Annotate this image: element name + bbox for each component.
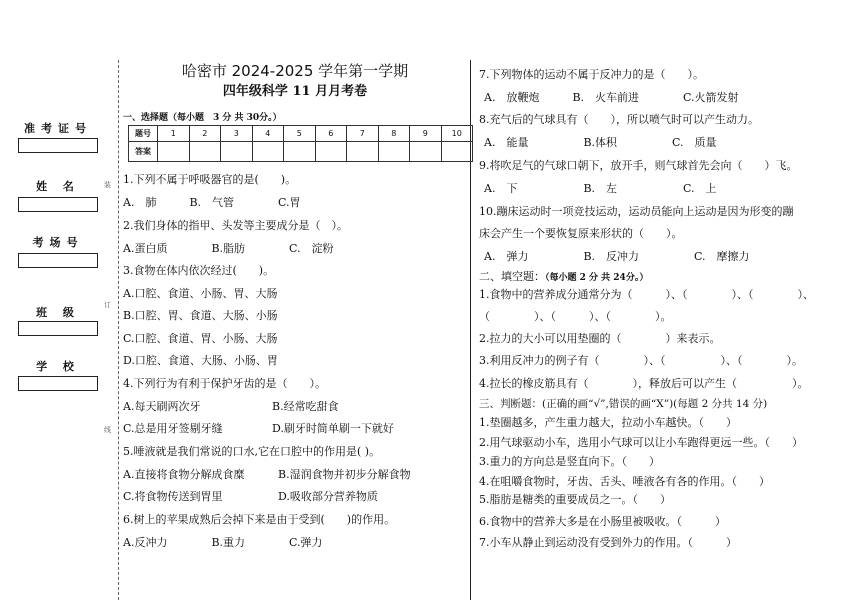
section2-heading [479, 268, 648, 284]
answer-table-number: 1 [158, 126, 190, 142]
exam-number-field[interactable] [18, 138, 98, 153]
school-label: 学 校 [36, 360, 80, 373]
question-6-options: A.反冲力 B.重力 C.弹力 [123, 536, 323, 549]
answer-cell[interactable] [284, 142, 316, 162]
section1-heading: 一、选择题（每小题 3 分 共 30分。） [123, 113, 282, 123]
question-4-option-a: A.每天刷两次牙 [123, 400, 201, 413]
question-3-stem: 3.食物在体内依次经过( )。 [123, 264, 275, 277]
question-1-stem: 1.下列不属于呼吸器官的是( )。 [123, 173, 297, 186]
judge-question-3: 3.重力的方向总是竖直向下。（ ） [479, 455, 660, 468]
answer-cell[interactable] [378, 142, 410, 162]
question-5-option-c: C.将食物传送到胃里 [123, 490, 223, 503]
judge-question-1: 1.垫圈越多，产生重力越大，拉动小车越快。（ ） [479, 416, 737, 429]
answer-cell[interactable] [347, 142, 379, 162]
class-label: 班 级 [36, 306, 80, 319]
name-field[interactable] [18, 197, 98, 212]
question-3-option-c: C.口腔、食道、胃、小肠、大肠 [123, 332, 278, 345]
answer-table-number: 10 [441, 126, 473, 142]
question-6-stem: 6.树上的苹果成熟后会掉下来是由于受到( )的作用。 [123, 513, 396, 526]
answer-table-number: 5 [284, 126, 316, 142]
answer-cell[interactable] [410, 142, 442, 162]
fold-mark-2: 订 [104, 301, 111, 309]
section2-heading-text: 二、填空题： [479, 270, 545, 283]
question-4-stem: 4.下列行为有利于保护牙齿的是（ ）。 [123, 377, 326, 390]
fill-question-1: 1.食物中的营养成分通常分为（ ）、（ ）、（ ）、 [479, 288, 814, 301]
answer-table-number: 6 [315, 126, 347, 142]
answer-table-number: 8 [378, 126, 410, 142]
answer-table-number: 4 [252, 126, 284, 142]
fold-mark-1: 装 [104, 181, 111, 189]
judge-question-4: 4.在咀嚼食物时，牙齿、舌头、唾液各有各的作用。（ ） [479, 475, 770, 488]
answer-cell[interactable] [221, 142, 253, 162]
question-4-option-c: C.总是用牙签剔牙缝 [123, 422, 223, 435]
question-5-stem: 5.唾液就是我们常说的口水,它在口腔中的作用是( )。 [123, 445, 381, 458]
question-7-stem: 7.下列物体的运动不属于反冲力的是（ ）。 [479, 68, 704, 81]
question-3-option-d: D.口腔、食道、大肠、小肠、胃 [123, 354, 278, 367]
answer-table-number: 3 [221, 126, 253, 142]
question-9-stem: 9.将吹足气的气球口朝下，放开手，则气球首先会向（ ）飞。 [479, 159, 798, 172]
question-2-options: A.蛋白质 B.脂肪 C. 淀粉 [123, 242, 334, 255]
judge-question-2: 2.用气球驱动小车，选用小气球可以让小车跑得更远一些。（ ） [479, 436, 803, 449]
judge-question-7: 7.小车从静止到运动没有受到外力的作用。（ ） [479, 536, 737, 549]
fill-question-2: 2.拉力的大小可以用垫圈的（ ）来表示。 [479, 332, 721, 345]
fill-question-4: 4.拉长的橡皮筋具有（ ），释放后可以产生（ ）。 [479, 377, 809, 390]
question-5-option-b: B.湿润食物并初步分解食物 [278, 468, 411, 481]
section3-heading: 三、判断题：(正确的画“√”,错误的画“X”)(每题 2 分共 14 分) [479, 398, 768, 410]
fold-line [118, 60, 119, 600]
answer-cell[interactable] [189, 142, 221, 162]
page-title: 哈密市 2024-2025 学年第一学期 [181, 62, 409, 80]
answer-table-header-label: 题号 [129, 126, 158, 142]
question-10-stem-cont: 床会产生一个要恢复原来形状的（ ）。 [479, 227, 683, 240]
name-label: 姓 名 [36, 180, 80, 193]
answer-table-number: 2 [189, 126, 221, 142]
question-4-option-d: D.刷牙时简单刷一下就好 [272, 422, 394, 435]
answer-table-answer-label: 答案 [129, 142, 158, 162]
judge-question-6: 6.食物中的营养大多是在小肠里被吸收。（ ） [479, 515, 726, 528]
fill-question-1-cont: （ ）、（ ）、（ ）。 [479, 310, 672, 323]
question-3-option-a: A.口腔、食道、小肠、胃、大肠 [123, 287, 278, 300]
exam-room-label: 考场号 [32, 236, 84, 249]
fill-question-3: 3.利用反冲力的例子有（ ）、（ ）、（ ）。 [479, 354, 803, 367]
question-10-stem: 10.蹦床运动时一项竞技运动，运动员能向上运动是因为形变的蹦 [479, 205, 794, 218]
question-8-stem: 8.充气后的气球具有（ ），所以喷气时可以产生动力。 [479, 113, 759, 126]
answer-table-number: 9 [410, 126, 442, 142]
answer-cell[interactable] [315, 142, 347, 162]
question-10-options: A. 弹力 B. 反冲力 C. 摩擦力 [484, 250, 750, 263]
fold-mark-3: 线 [104, 426, 111, 434]
question-4-option-b: B.经常吃甜食 [272, 400, 339, 413]
page-subtitle: 四年级科学 11 月月考卷 [222, 84, 368, 99]
question-1-options: A. 肺 B. 气管 C.胃 [123, 196, 301, 209]
answer-table [128, 125, 473, 162]
question-3-option-b: B.口腔、胃、食道、大肠、小肠 [123, 309, 278, 322]
answer-table-number: 7 [347, 126, 379, 142]
section2-heading-note: （每小题 2 分 共 24分。） [545, 273, 649, 283]
question-8-options: A. 能量 B.体积 C. 质量 [484, 136, 717, 149]
question-7-options: A. 放鞭炮 B. 火车前进 C.火箭发射 [484, 91, 739, 104]
question-9-options: A. 下 B. 左 C. 上 [484, 182, 717, 195]
class-field[interactable] [18, 321, 98, 336]
question-2-stem: 2.我们身体的指甲、头发等主要成分是（ ）。 [123, 219, 348, 232]
exam-room-field[interactable] [18, 253, 98, 268]
answer-cell[interactable] [158, 142, 190, 162]
exam-number-label: 准考证号 [24, 122, 92, 135]
answer-cell[interactable] [252, 142, 284, 162]
question-5-option-a: A.直接将食物分解成食糜 [123, 468, 245, 481]
answer-cell[interactable] [441, 142, 473, 162]
question-5-option-d: D.吸收部分营养物质 [278, 490, 378, 503]
school-field[interactable] [18, 376, 98, 391]
judge-question-5: 5.脂肪是糖类的重要成员之一。（ ） [479, 493, 671, 506]
